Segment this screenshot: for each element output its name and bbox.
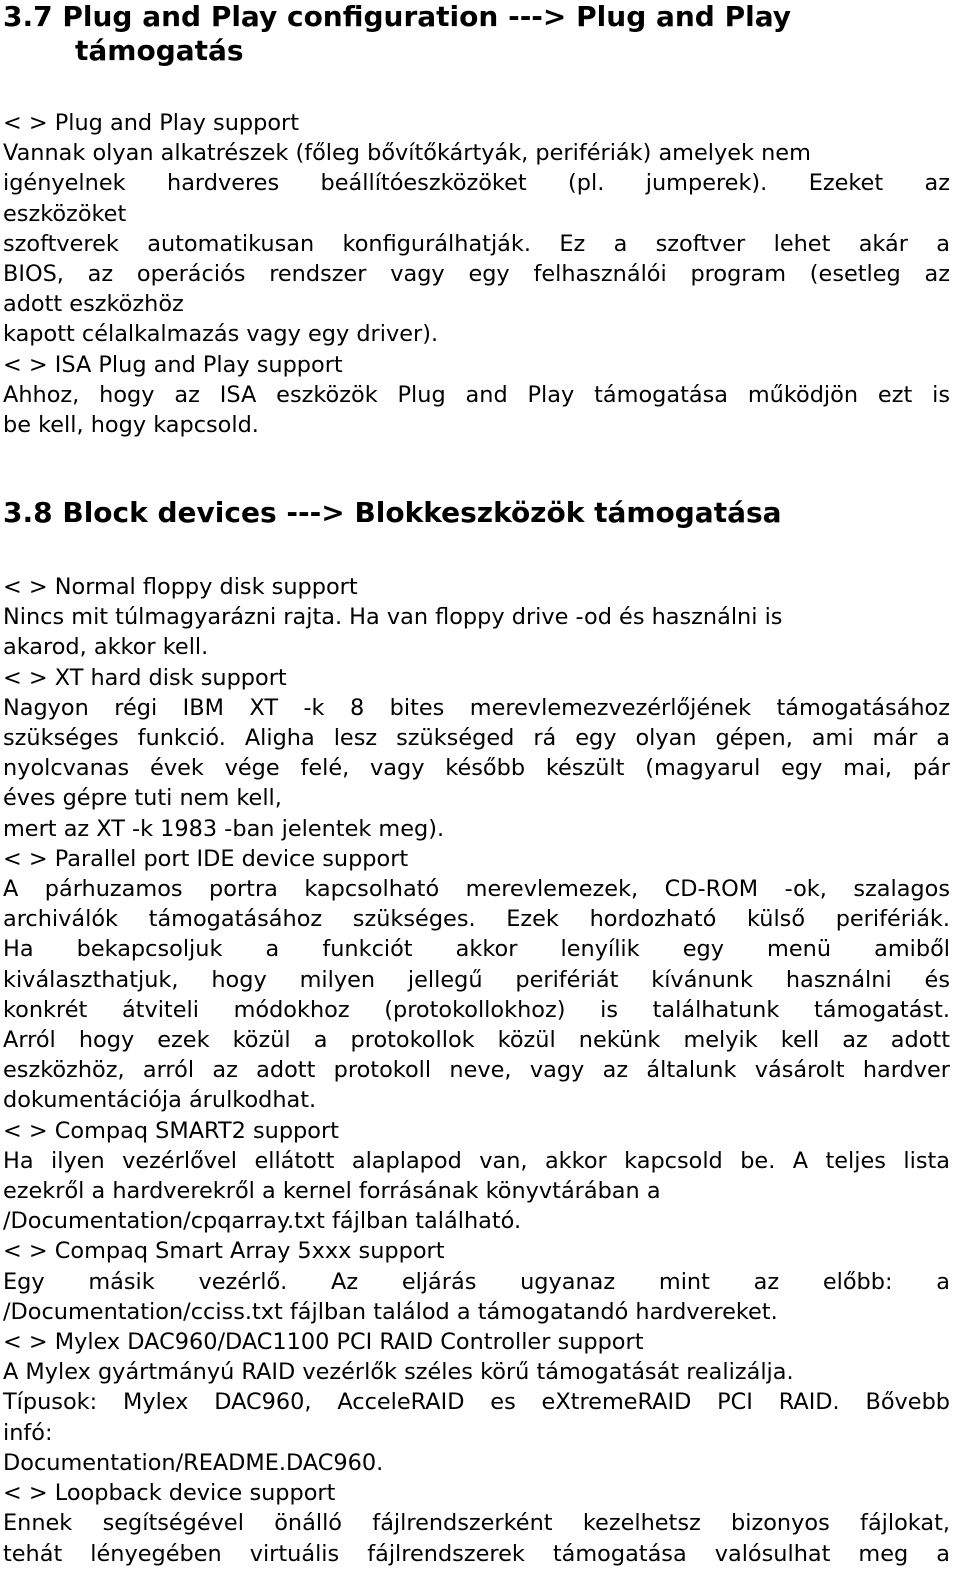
option-label: < > Loopback device support bbox=[3, 1480, 336, 1507]
section-heading-3-7 bbox=[3, 0, 953, 68]
paragraph-line: Nagyon régi IBM XT -k 8 bites merevlemezvezérlőjének támogatásához bbox=[3, 694, 950, 721]
paragraph-line: szoftverek automatikusan konfigurálhatják. Ez a szoftver lehet akár a bbox=[3, 230, 950, 257]
paragraph-line: Ha ilyen vezérlővel ellátott alaplapod van, akkor kapcsold be. A teljes lista bbox=[3, 1147, 950, 1174]
section-3-8-body bbox=[3, 572, 953, 1569]
paragraph-line: Ennek segítségével önálló fájlrendszerként kezelhetsz bizonyos fájlokat, bbox=[3, 1510, 950, 1537]
paragraph-line: dokumentációja árulkodhat. bbox=[3, 1087, 317, 1114]
paragraph-line: konkrét átviteli módokhoz (protokollokhoz) is találhatunk támogatást. bbox=[3, 996, 950, 1023]
paragraph-line: Egy másik vezérlő. Az eljárás ugyanaz mint az előbb: a bbox=[3, 1268, 950, 1295]
option-label: < > Parallel port IDE device support bbox=[3, 845, 409, 872]
option-label: < > ISA Plug and Play support bbox=[3, 351, 343, 378]
paragraph-line: Vannak olyan alkatrészek (főleg bővítőkártyák, perifériák) amelyek nem bbox=[3, 140, 811, 167]
paragraph-line: A Mylex gyártmányú RAID vezérlők széles körű támogatását realizálja. bbox=[3, 1359, 794, 1386]
paragraph-line: BIOS, az operációs rendszer vagy egy felhasználói program (esetleg az bbox=[3, 261, 950, 288]
paragraph-line: Ha bekapcsoljuk a funkciót akkor lenyílik egy menü amiből bbox=[3, 936, 950, 963]
paragraph-line: éves gépre tuti nem kell, bbox=[3, 785, 282, 812]
paragraph-line: akarod, akkor kell. bbox=[3, 634, 209, 661]
paragraph-line: infó: bbox=[3, 1419, 53, 1446]
document-page bbox=[3, 0, 953, 1567]
paragraph-line: nyolcvanas évek vége felé, vagy később készült (magyarul egy mai, pár bbox=[3, 755, 950, 782]
option-label: < > Normal floppy disk support bbox=[3, 574, 358, 600]
paragraph-line: Documentation/README.DAC960. bbox=[3, 1449, 384, 1476]
paragraph-line: be kell, hogy kapcsold. bbox=[3, 412, 259, 439]
section-heading-3-8: 3.8 Block devices ---> Blokkeszközök támogatása bbox=[3, 496, 782, 529]
heading-line-1: 3.7 Plug and Play configuration ---> Plug and Play bbox=[3, 0, 792, 33]
paragraph-line: tehát lényegében virtuális fájlrendszerek támogatása valósulhat meg a bbox=[3, 1540, 950, 1567]
paragraph-line: eszközöket bbox=[3, 200, 127, 227]
option-label: < > XT hard disk support bbox=[3, 664, 287, 691]
paragraph-line: Típusok: Mylex DAC960, AcceleRAID es eXtremeRAID PCI RAID. Bővebb bbox=[3, 1389, 950, 1416]
paragraph-line: igényelnek hardveres beállítóeszközöket (pl. jumperek). Ezeket az bbox=[3, 170, 950, 197]
paragraph-line: adott eszközhöz bbox=[3, 291, 184, 318]
section-3-7-body bbox=[3, 108, 953, 440]
option-label: < > Plug and Play support bbox=[3, 110, 300, 136]
paragraph-line: kapott célalkalmazás vagy egy driver). bbox=[3, 321, 439, 348]
paragraph-line: eszközhöz, arról az adott protokoll neve, vagy az általunk vásárolt hardver bbox=[3, 1057, 950, 1084]
paragraph-line: Nincs mit túlmagyarázni rajta. Ha van floppy drive -od és használni is bbox=[3, 604, 783, 631]
paragraph-line: ezekről a hardverekről a kernel forrásának könyvtárában a bbox=[3, 1178, 661, 1205]
heading-line-2: támogatás bbox=[75, 34, 244, 67]
option-label: < > Compaq SMART2 support bbox=[3, 1117, 339, 1144]
paragraph-line: mert az XT -k 1983 -ban jelentek meg). bbox=[3, 815, 445, 842]
paragraph-line: /Documentation/cciss.txt fájlban találod a támogatandó hardvereket. bbox=[3, 1298, 778, 1325]
paragraph-line: A párhuzamos portra kapcsolható merevlemezek, CD-ROM -ok, szalagos bbox=[3, 876, 950, 903]
option-label: < > Compaq Smart Array 5xxx support bbox=[3, 1238, 445, 1265]
paragraph-line: Arról hogy ezek közül a protokollok közül nekünk melyik kell az adott bbox=[3, 1027, 950, 1054]
paragraph-line: szükséges funkció. Aligha lesz szükséged rá egy olyan gépen, ami már a bbox=[3, 725, 950, 752]
paragraph-line: archiválók támogatásához szükséges. Ezek hordozható külső perifériák. bbox=[3, 906, 950, 933]
paragraph-line: /Documentation/cpqarray.txt fájlban található. bbox=[3, 1208, 522, 1235]
option-label: < > Mylex DAC960/DAC1100 PCI RAID Controller support bbox=[3, 1329, 644, 1356]
paragraph-line: Ahhoz, hogy az ISA eszközök Plug and Play támogatása működjön ezt is bbox=[3, 381, 950, 408]
paragraph-line: kiválaszthatjuk, hogy milyen jellegű perifériát kívánunk használni és bbox=[3, 966, 950, 993]
